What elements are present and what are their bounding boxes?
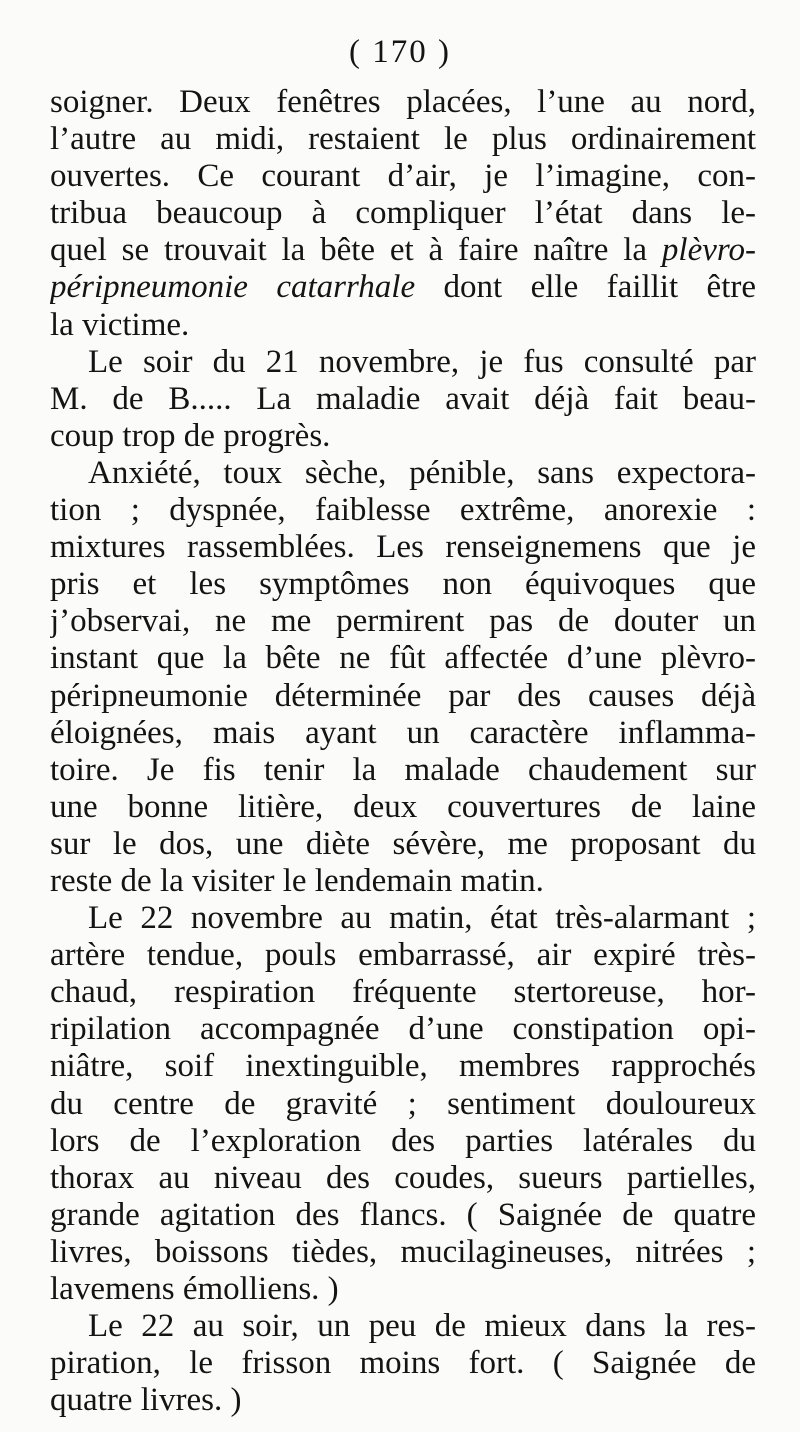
text-line xyxy=(50,566,756,603)
text-line xyxy=(50,1271,756,1308)
text-segment: tion ; dyspnée, faiblesse extrême, anorexie : xyxy=(50,492,756,529)
text-line xyxy=(50,84,756,121)
text-line xyxy=(50,1345,756,1382)
paragraph xyxy=(50,84,756,344)
text-line xyxy=(50,121,756,158)
text-line xyxy=(50,1011,756,1048)
text-segment: grande agitation des flancs. ( Saignée de quatre xyxy=(50,1196,756,1233)
paragraph xyxy=(50,455,756,900)
text-segment: j’observai, ne me permirent pas de douter un xyxy=(50,603,756,640)
text-segment: une bonne litière, deux couvertures de laine xyxy=(50,788,756,825)
italic-text: péripneumonie catarrhale xyxy=(50,269,416,306)
text-segment: ouvertes. Ce courant d’air, je l’imagine, con- xyxy=(50,158,756,195)
text-line xyxy=(50,1308,756,1345)
text-segment: quel se trouvait la bête et à faire naître la xyxy=(50,232,662,269)
text-line xyxy=(50,1382,756,1419)
text-line xyxy=(50,418,756,455)
text-segment: péripneumonie déterminée par des causes déjà xyxy=(50,677,756,714)
text-line xyxy=(50,752,756,789)
italic-text: plèvro- xyxy=(661,232,756,269)
text-segment: coup trop de progrès. xyxy=(50,417,331,454)
text-segment: sur le dos, une diète sévère, me proposant du xyxy=(50,825,756,862)
text-line xyxy=(50,529,756,566)
text-segment: thorax au niveau des coudes, sueurs partielles, xyxy=(50,1159,756,1196)
text-line xyxy=(50,195,756,232)
text-line xyxy=(50,1160,756,1197)
text-line xyxy=(50,1234,756,1271)
text-line xyxy=(50,158,756,195)
text-segment: instant que la bête ne fût affectée d’une plèvro- xyxy=(50,640,756,677)
text-line xyxy=(50,344,756,381)
text-segment: niâtre, soif inextinguible, membres rapprochés xyxy=(50,1048,756,1085)
text-segment: lavemens émolliens. ) xyxy=(50,1271,339,1307)
text-segment: chaud, respiration fréquente stertoreuse, hor- xyxy=(50,974,756,1011)
text-line xyxy=(50,269,756,306)
text-segment: piration, le frisson moins fort. ( Saignée de xyxy=(50,1345,756,1382)
text-line xyxy=(50,1048,756,1085)
text-segment: Anxiété, toux sèche, pénible, sans expectora- xyxy=(88,454,756,491)
text-line xyxy=(50,455,756,492)
text-segment: l’autre au midi, restaient le plus ordinairement xyxy=(50,121,756,158)
text-segment: soigner. Deux fenêtres placées, l’une au nord, xyxy=(50,84,756,120)
text-line xyxy=(50,232,756,269)
text-segment: dont elle faillit être xyxy=(415,269,756,306)
text-line xyxy=(50,492,756,529)
text-segment: pris et les symptômes non équivoques que xyxy=(50,566,756,603)
text-segment: la victime. xyxy=(50,306,190,343)
text-line xyxy=(50,1123,756,1160)
text-segment: ripilation accompagnée d’une constipation opi- xyxy=(50,1011,756,1048)
paragraph xyxy=(50,1308,756,1419)
text-segment: éloignées, mais ayant un caractère inflamma- xyxy=(50,714,756,751)
text-segment: Le 22 au soir, un peu de mieux dans la res- xyxy=(88,1308,756,1345)
text-line xyxy=(50,640,756,677)
text-segment: du centre de gravité ; sentiment douloureux xyxy=(50,1085,756,1122)
text-line xyxy=(50,789,756,826)
text-segment: artère tendue, pouls embarrassé, air expiré très- xyxy=(50,937,756,974)
paragraph xyxy=(50,344,756,455)
page-number: ( 170 ) xyxy=(349,34,451,70)
paragraph xyxy=(50,900,756,1308)
text-line xyxy=(50,1086,756,1123)
text-segment: toire. Je fis tenir la malade chaudement sur xyxy=(50,751,756,788)
text-line xyxy=(50,900,756,937)
text-line xyxy=(50,937,756,974)
text-line xyxy=(50,381,756,418)
text-line xyxy=(50,974,756,1011)
text-line xyxy=(50,863,756,900)
text-segment: reste de la visiter le lendemain matin. xyxy=(50,862,544,899)
text-segment: Le 22 novembre au matin, état très-alarmant ; xyxy=(88,900,756,937)
text-segment: Le soir du 21 novembre, je fus consulté par xyxy=(88,343,756,380)
text-segment: mixtures rassemblées. Les renseignemens que je xyxy=(50,529,756,566)
text-segment: lors de l’exploration des parties latérales du xyxy=(50,1122,756,1159)
text-segment: M. de B..... La maladie avait déjà fait beau- xyxy=(50,380,756,417)
text-segment: tribua beaucoup à compliquer l’état dans le- xyxy=(50,195,756,232)
text-line xyxy=(50,826,756,863)
text-segment: quatre livres. ) xyxy=(50,1382,242,1419)
text-line xyxy=(50,715,756,752)
text-line xyxy=(50,1197,756,1234)
text-line xyxy=(50,678,756,715)
text-line xyxy=(50,603,756,640)
text-segment: livres, boissons tièdes, mucilagineuses, nitrées ; xyxy=(50,1233,756,1270)
body-text xyxy=(50,84,756,1419)
text-line xyxy=(50,307,756,344)
